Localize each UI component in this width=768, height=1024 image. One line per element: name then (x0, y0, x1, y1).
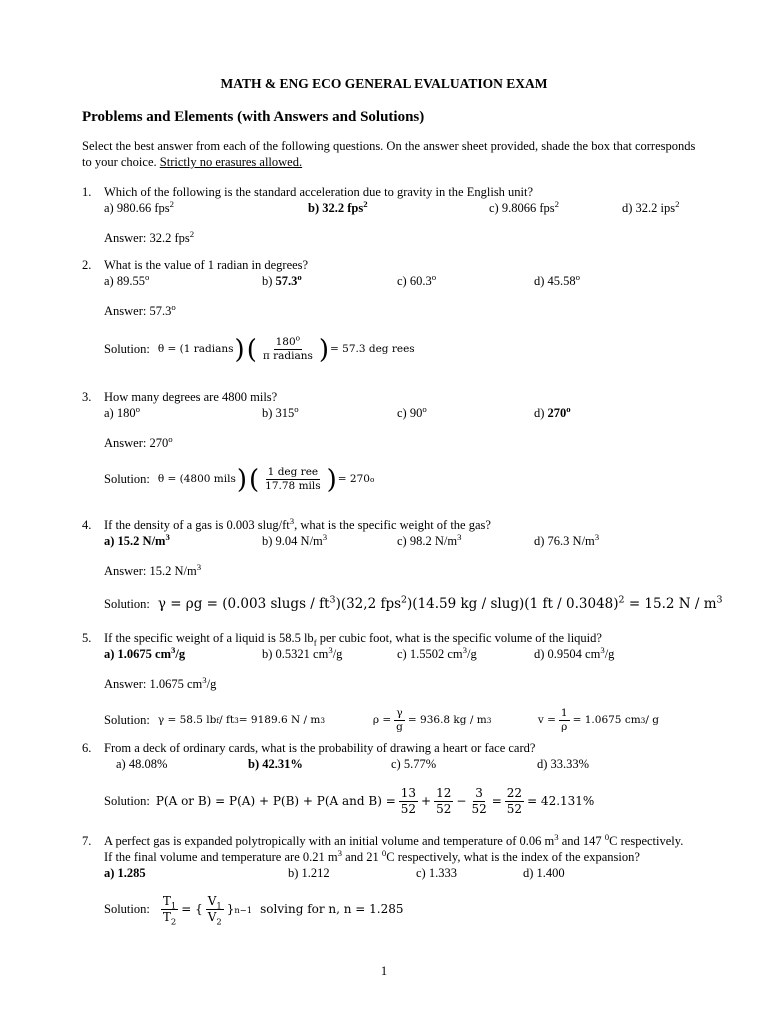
question-number: 4. (82, 518, 92, 532)
solution: Solution: θ = (4800 mils ) ( $\frac{\text{1 deg ree}}{\text{17.78 mils}}$ ) = 270 o (104, 464, 375, 495)
question-number: 3. (82, 390, 92, 404)
option-b: b) 315$^o$ (262, 403, 299, 420)
question-number: 6. (82, 741, 92, 755)
question-text: If the density of a gas is 0.003 slug/$ft^3$, what is the specific weight of the gas? (104, 515, 491, 532)
question-text: If the specific weight of a liquid is 58.5 $lb_f$ per cubic foot, what is the specific volume of the liquid? (104, 631, 602, 648)
question-number: 7. (82, 834, 92, 848)
solution: Solution: γ = 58.5 lb f / ft 3 = 9189.6 N / m 3 ρ = $\frac{\gamma}{g}$ = 936.8 kg / m 3 v = $\frac{1}{\rho}$ = 1.0675 cm 3 / g (104, 707, 659, 734)
page-title: MATH & ENG ECO GENERAL EVALUATION EXAM (220, 76, 548, 91)
option-b: b) 32.2 fps$^2$ (308, 198, 368, 215)
option-d: d) 33.33% (537, 757, 590, 771)
question-text: How many degrees are 4800 mils? (104, 390, 278, 404)
option-c: c) 98.2 $N/m^3$ (397, 531, 462, 548)
option-c: c) 1.333 (416, 866, 457, 880)
instructions-text: Select the best answer from each of the following questions. On the answer sheet provided, shade the box that corresponds to your choice. (82, 139, 696, 169)
question-number: 1. (82, 185, 92, 199)
option-b: b) 42.31% (248, 757, 303, 771)
page-number: 1 (380, 964, 388, 978)
option-d: d) 270$^o$ (534, 403, 571, 420)
option-a: a) 180$^o$ (104, 403, 140, 420)
option-a: a) 1.285 (104, 866, 146, 880)
option-a: a) 89.55$^o$ (104, 271, 150, 288)
option-c: c) 9.8066 fps$^2$ (489, 198, 559, 215)
answer: Answer: 15.2 $N/m^3$ (104, 561, 202, 578)
option-d: d) 32.2 ips$^2$ (622, 198, 680, 215)
solution: Solution: θ = (1 radians ) ( $\frac{180^o}{\text{π radians}}$ ) = 57.3 deg rees (104, 333, 415, 365)
option-a: a) 48.08% (116, 757, 168, 771)
answer: Answer: 270$^o$ (104, 433, 173, 450)
instructions (82, 139, 702, 170)
option-b: b) 0.5321 $cm^3/g$ (262, 644, 343, 661)
question-text: From a deck of ordinary cards, what is the probability of drawing a heart or face card? (104, 741, 536, 755)
page-subtitle: Problems and Elements (with Answers and Solutions) (82, 109, 425, 125)
option-c: c) 90$^o$ (397, 403, 427, 420)
option-d: d) 76.3 $N/m^3$ (534, 531, 600, 548)
option-b: b) 1.212 (288, 866, 330, 880)
option-b: b) 57.3$^o$ (262, 271, 302, 288)
option-d: d) 45.58$^o$ (534, 271, 581, 288)
question-text-line-2: If the final volume and temperature are 0.21 $m^3$ and 21 $^0$C respectively, what is the index of the expansion? (104, 847, 640, 864)
solution: Solution: $\frac{T_1}{T_2}$ = { $\frac{V_1}{V_2}$ } n−1 solving for n, n = 1.285 (104, 894, 404, 927)
answer: Answer: 57.3$^o$ (104, 301, 176, 318)
question-number: 5. (82, 631, 92, 645)
option-d: d) 0.9504 $cm^3/g$ (534, 644, 615, 661)
option-d: d) 1.400 (523, 866, 565, 880)
option-a: a) 980.66 fps$^2$ (104, 198, 174, 215)
solution: Solution: P(A or B) = P(A) + P(B) + P(A and B) = $\frac{13}{52}$ + $\frac{12}{52}$ − $\frac{3}{52}$ = $\frac{22}{52}$ = 42.131% (104, 786, 595, 816)
question-text: Which of the following is the standard acceleration due to gravity in the English unit? (104, 185, 534, 199)
answer: Answer: 32.2 fps$^2$ (104, 228, 195, 245)
question-number: 2. (82, 258, 92, 272)
question-text: A perfect gas is expanded polytropically with an initial volume and temperature of 0.06 $m^3$ and 147 $^0$C respectively. (104, 831, 684, 848)
option-c: c) 5.77% (391, 757, 437, 771)
question-text: What is the value of 1 radian in degrees? (104, 258, 309, 272)
instructions-warning: Strictly no erasures allowed. (159, 154, 303, 169)
option-c: c) 1.5502 $cm^3/g$ (397, 644, 477, 661)
solution: Solution: γ = ρg = (0.003 slugs / $ft^3)(32,2$ fps$^2$)(14.59 kg / slug)(1 ft / 0.3048)$^2$ = 15.2 N / $m^3$ (104, 594, 723, 612)
option-b: b) 9.04 $N/m^3$ (262, 531, 328, 548)
option-a: a) 15.2 $N/m^3$ (104, 531, 170, 548)
option-a: a) 1.0675 $cm^3/g$ (104, 644, 186, 661)
answer: Answer: 1.0675 $cm^3/g$ (104, 674, 217, 691)
option-c: c) 60.3$^o$ (397, 271, 437, 288)
